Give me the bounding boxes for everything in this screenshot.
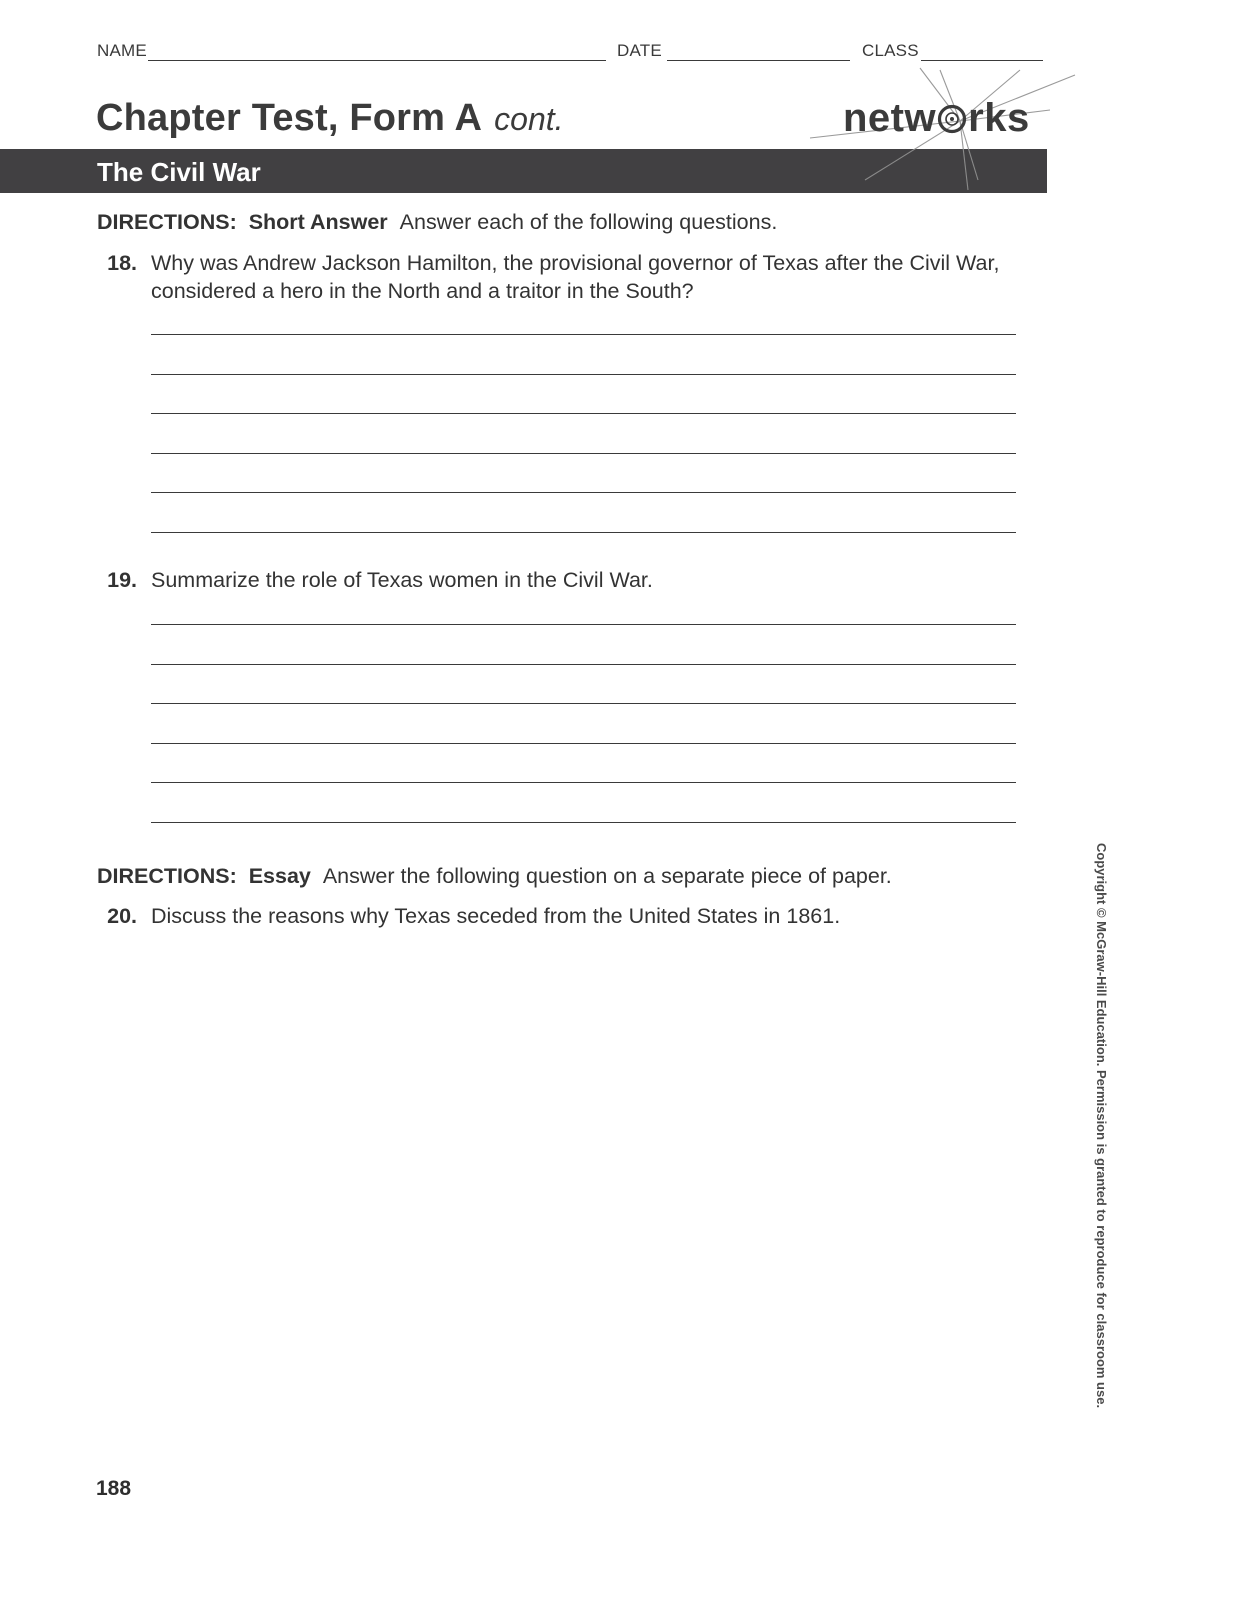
question-19-number: 19. (107, 568, 137, 592)
answer-line-18-3[interactable] (151, 413, 1016, 414)
name-field[interactable] (148, 60, 606, 61)
short-answer-directions (97, 210, 777, 235)
directions-instruction: Answer each of the following questions. (399, 210, 778, 234)
answer-line-19-1[interactable] (151, 624, 1016, 625)
copyright-notice: Copyright © McGraw-Hill Education. Permission is granted to reproduce for classroom use. (1094, 843, 1109, 1409)
question-18-line-2: considered a hero in the North and a traitor in the South? (151, 279, 694, 303)
date-label: DATE (617, 41, 662, 60)
section-title: The Civil War (97, 157, 261, 187)
question-19-text (151, 566, 653, 594)
directions-label: DIRECTIONS: (97, 210, 237, 234)
essay-directions-label: DIRECTIONS: (97, 864, 237, 888)
answer-line-19-4[interactable] (151, 743, 1016, 744)
directions-type: Short Answer (248, 210, 388, 234)
essay-directions-type: Essay (248, 864, 311, 888)
brand-prefix: netw (843, 96, 937, 140)
band-starburst-overlay (860, 149, 1047, 193)
essay-directions (97, 864, 892, 889)
brand-suffix: rks (968, 96, 1030, 140)
question-18-text (151, 249, 999, 305)
brand-logo (843, 96, 1030, 140)
question-18-number: 18. (107, 251, 137, 275)
answer-line-18-5[interactable] (151, 492, 1016, 493)
class-label: CLASS (862, 41, 919, 60)
answer-line-19-5[interactable] (151, 782, 1016, 783)
page-number: 188 (96, 1477, 132, 1500)
answer-line-18-6[interactable] (151, 532, 1016, 533)
answer-line-19-6[interactable] (151, 822, 1016, 823)
question-20-number: 20. (107, 904, 137, 928)
name-label: NAME (97, 41, 147, 60)
question-20-text: Discuss the reasons why Texas seceded from the United States in 1861. (151, 904, 841, 928)
answer-line-18-1[interactable] (151, 334, 1016, 335)
answer-line-19-2[interactable] (151, 664, 1016, 665)
answer-line-19-3[interactable] (151, 703, 1016, 704)
answer-line-18-4[interactable] (151, 453, 1016, 454)
page-title (96, 97, 564, 140)
question-19-line-1: Summarize the role of Texas women in the Civil War. (151, 568, 653, 592)
brand-o-target-icon (937, 99, 967, 129)
essay-directions-instruction: Answer the following question on a separate piece of paper. (322, 864, 892, 888)
page-title-main: Chapter Test, Form A (96, 97, 483, 139)
answer-line-18-2[interactable] (151, 374, 1016, 375)
question-18-line-1: Why was Andrew Jackson Hamilton, the provisional governor of Texas after the Civil War, (151, 251, 1000, 275)
page-title-cont: cont. (494, 101, 564, 137)
